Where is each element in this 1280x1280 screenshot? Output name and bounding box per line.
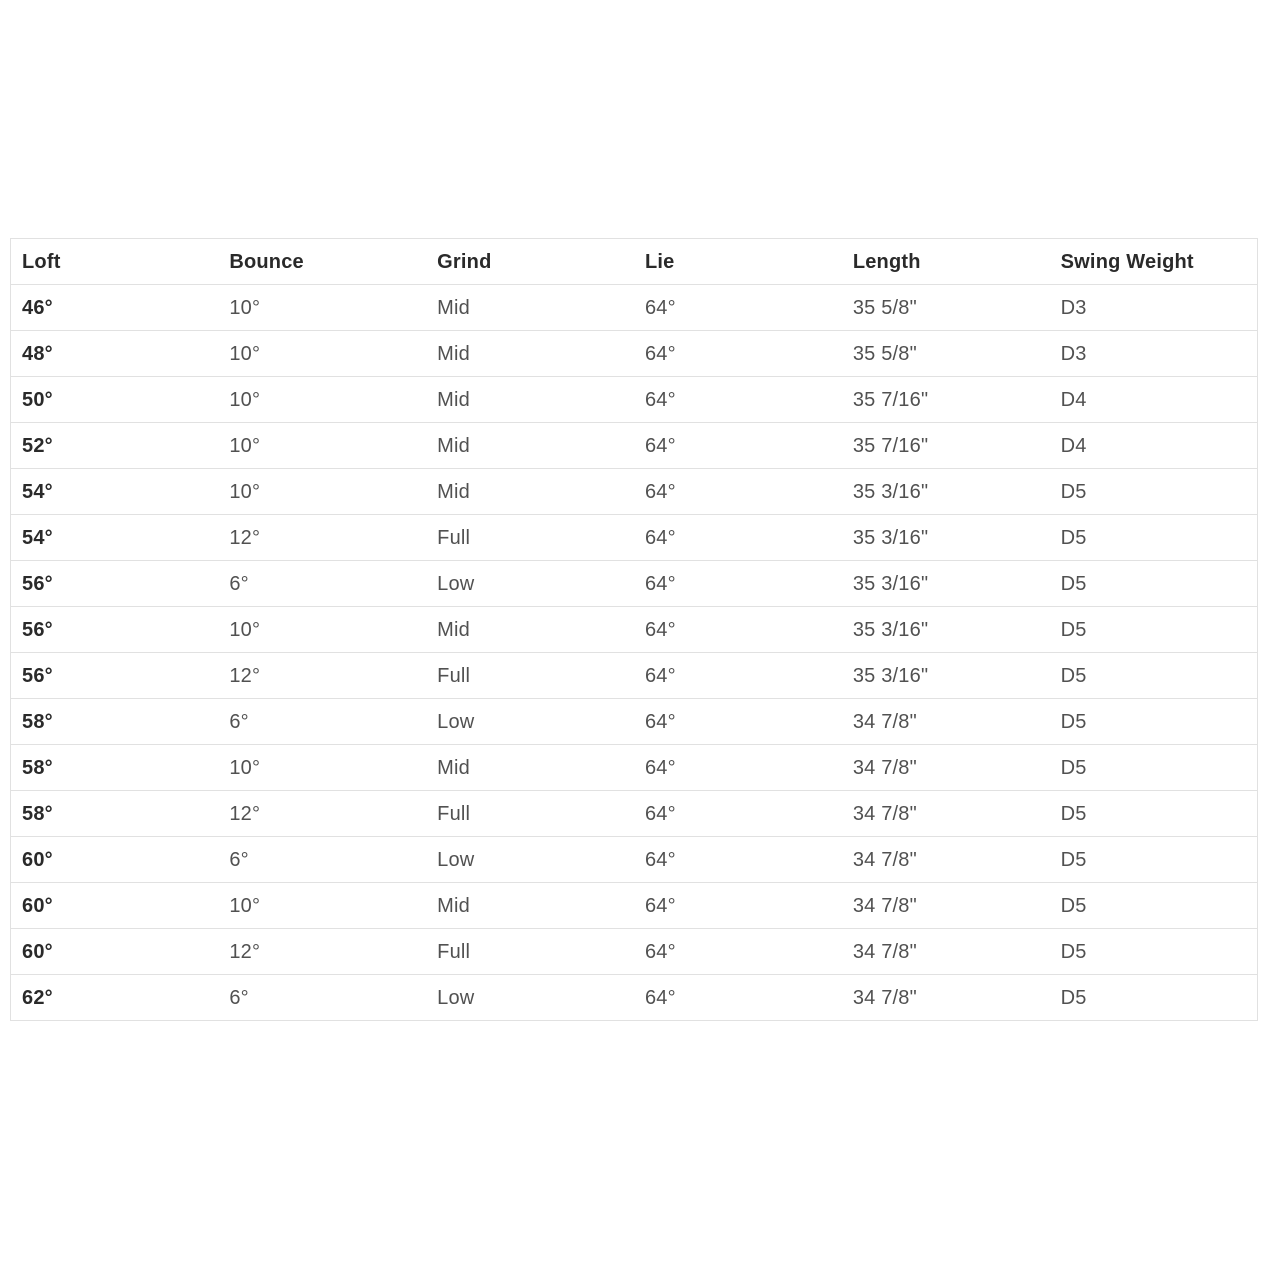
- table-row: [11, 975, 1258, 1021]
- cell-grind: Full: [426, 653, 634, 699]
- cell-loft: 58°: [11, 745, 219, 791]
- table-row: [11, 653, 1258, 699]
- cell-lie: 64°: [634, 791, 842, 837]
- cell-bounce: 10°: [218, 423, 426, 469]
- cell-swing_weight: D5: [1050, 469, 1258, 515]
- cell-swing_weight: D5: [1050, 745, 1258, 791]
- cell-length: 35 5/8": [842, 331, 1050, 377]
- cell-lie: 64°: [634, 331, 842, 377]
- cell-lie: 64°: [634, 929, 842, 975]
- cell-grind: Full: [426, 515, 634, 561]
- cell-grind: Low: [426, 699, 634, 745]
- cell-grind: Mid: [426, 285, 634, 331]
- cell-bounce: 10°: [218, 331, 426, 377]
- column-header-length: Length: [842, 239, 1050, 285]
- cell-bounce: 6°: [218, 975, 426, 1021]
- cell-length: 35 7/16": [842, 377, 1050, 423]
- cell-lie: 64°: [634, 699, 842, 745]
- column-header-grind: Grind: [426, 239, 634, 285]
- cell-length: 35 3/16": [842, 515, 1050, 561]
- table-row: [11, 791, 1258, 837]
- table-row: [11, 561, 1258, 607]
- cell-loft: 50°: [11, 377, 219, 423]
- cell-length: 34 7/8": [842, 791, 1050, 837]
- cell-lie: 64°: [634, 883, 842, 929]
- cell-lie: 64°: [634, 469, 842, 515]
- wedge-spec-table-container: [10, 238, 1258, 1021]
- cell-loft: 56°: [11, 653, 219, 699]
- table-row: [11, 883, 1258, 929]
- wedge-spec-table: [10, 238, 1258, 1021]
- column-header-loft: Loft: [11, 239, 219, 285]
- cell-swing_weight: D5: [1050, 975, 1258, 1021]
- table-row: [11, 423, 1258, 469]
- cell-length: 35 3/16": [842, 469, 1050, 515]
- table-row: [11, 837, 1258, 883]
- cell-swing_weight: D5: [1050, 837, 1258, 883]
- cell-bounce: 10°: [218, 607, 426, 653]
- cell-lie: 64°: [634, 515, 842, 561]
- cell-bounce: 6°: [218, 561, 426, 607]
- spec-table-body: [11, 285, 1258, 1021]
- cell-length: 34 7/8": [842, 745, 1050, 791]
- cell-bounce: 10°: [218, 285, 426, 331]
- cell-lie: 64°: [634, 423, 842, 469]
- cell-loft: 54°: [11, 515, 219, 561]
- cell-lie: 64°: [634, 607, 842, 653]
- cell-grind: Full: [426, 929, 634, 975]
- cell-length: 35 3/16": [842, 653, 1050, 699]
- cell-length: 35 5/8": [842, 285, 1050, 331]
- cell-bounce: 10°: [218, 377, 426, 423]
- cell-lie: 64°: [634, 745, 842, 791]
- cell-length: 34 7/8": [842, 975, 1050, 1021]
- cell-grind: Mid: [426, 745, 634, 791]
- cell-lie: 64°: [634, 837, 842, 883]
- cell-loft: 46°: [11, 285, 219, 331]
- cell-loft: 52°: [11, 423, 219, 469]
- cell-loft: 56°: [11, 607, 219, 653]
- cell-length: 35 3/16": [842, 607, 1050, 653]
- cell-bounce: 12°: [218, 653, 426, 699]
- cell-swing_weight: D5: [1050, 607, 1258, 653]
- table-row: [11, 699, 1258, 745]
- cell-bounce: 10°: [218, 745, 426, 791]
- cell-loft: 54°: [11, 469, 219, 515]
- cell-length: 34 7/8": [842, 883, 1050, 929]
- cell-bounce: 12°: [218, 791, 426, 837]
- cell-bounce: 6°: [218, 837, 426, 883]
- cell-bounce: 6°: [218, 699, 426, 745]
- cell-swing_weight: D5: [1050, 791, 1258, 837]
- cell-loft: 48°: [11, 331, 219, 377]
- cell-swing_weight: D4: [1050, 377, 1258, 423]
- cell-swing_weight: D5: [1050, 561, 1258, 607]
- cell-grind: Mid: [426, 377, 634, 423]
- table-row: [11, 377, 1258, 423]
- table-row: [11, 929, 1258, 975]
- cell-swing_weight: D5: [1050, 929, 1258, 975]
- cell-lie: 64°: [634, 561, 842, 607]
- cell-length: 35 7/16": [842, 423, 1050, 469]
- cell-loft: 62°: [11, 975, 219, 1021]
- cell-length: 35 3/16": [842, 561, 1050, 607]
- cell-loft: 60°: [11, 837, 219, 883]
- cell-loft: 60°: [11, 883, 219, 929]
- cell-bounce: 12°: [218, 515, 426, 561]
- cell-swing_weight: D5: [1050, 653, 1258, 699]
- cell-length: 34 7/8": [842, 929, 1050, 975]
- cell-swing_weight: D5: [1050, 515, 1258, 561]
- cell-swing_weight: D4: [1050, 423, 1258, 469]
- cell-length: 34 7/8": [842, 837, 1050, 883]
- spec-table-header: [11, 239, 1258, 285]
- column-header-swing-weight: Swing Weight: [1050, 239, 1258, 285]
- cell-bounce: 10°: [218, 883, 426, 929]
- cell-lie: 64°: [634, 285, 842, 331]
- table-row: [11, 745, 1258, 791]
- table-row: [11, 285, 1258, 331]
- cell-grind: Mid: [426, 331, 634, 377]
- cell-swing_weight: D5: [1050, 883, 1258, 929]
- cell-lie: 64°: [634, 653, 842, 699]
- cell-grind: Low: [426, 561, 634, 607]
- cell-bounce: 10°: [218, 469, 426, 515]
- cell-grind: Full: [426, 791, 634, 837]
- cell-loft: 56°: [11, 561, 219, 607]
- table-row: [11, 515, 1258, 561]
- cell-loft: 60°: [11, 929, 219, 975]
- cell-swing_weight: D3: [1050, 285, 1258, 331]
- cell-grind: Mid: [426, 469, 634, 515]
- cell-grind: Mid: [426, 883, 634, 929]
- cell-swing_weight: D3: [1050, 331, 1258, 377]
- column-header-bounce: Bounce: [218, 239, 426, 285]
- cell-swing_weight: D5: [1050, 699, 1258, 745]
- cell-lie: 64°: [634, 377, 842, 423]
- table-row: [11, 469, 1258, 515]
- cell-length: 34 7/8": [842, 699, 1050, 745]
- cell-grind: Low: [426, 837, 634, 883]
- cell-lie: 64°: [634, 975, 842, 1021]
- cell-bounce: 12°: [218, 929, 426, 975]
- header-row: [11, 239, 1258, 285]
- column-header-lie: Lie: [634, 239, 842, 285]
- cell-grind: Mid: [426, 607, 634, 653]
- cell-loft: 58°: [11, 791, 219, 837]
- table-row: [11, 607, 1258, 653]
- table-row: [11, 331, 1258, 377]
- cell-loft: 58°: [11, 699, 219, 745]
- cell-grind: Low: [426, 975, 634, 1021]
- cell-grind: Mid: [426, 423, 634, 469]
